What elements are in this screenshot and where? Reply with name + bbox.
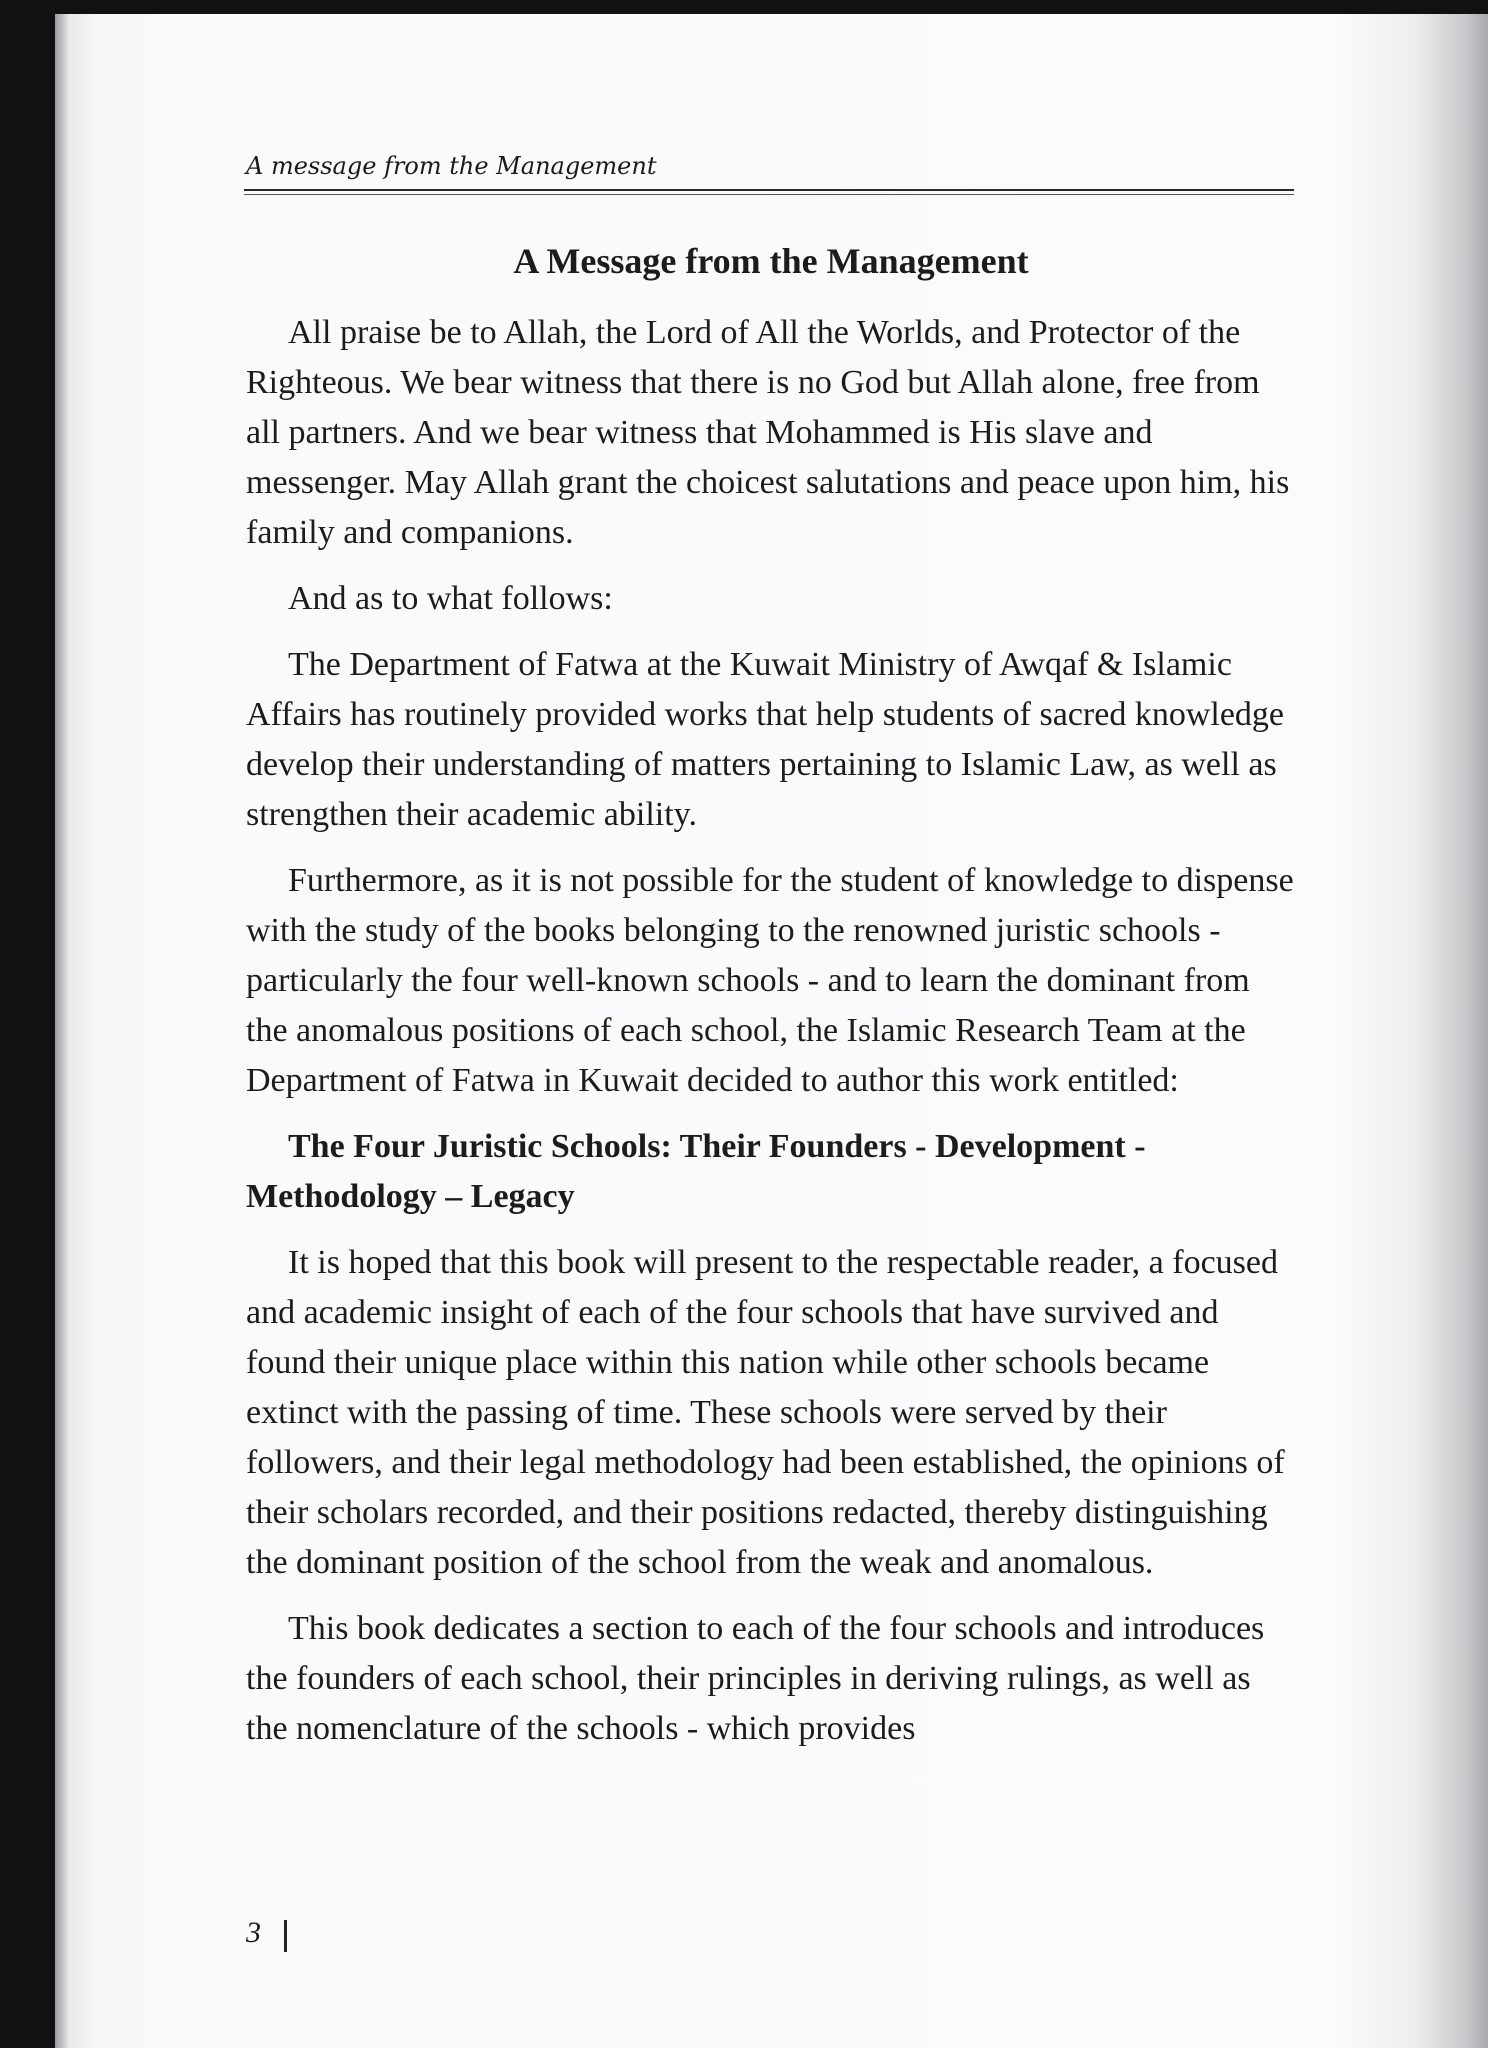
paragraph-furthermore: Furthermore, as it is not possible for the student of knowledge to dispense with the study of the books belonging to the renowned juristic schools - particularly the four well-known schools - and to learn the dominant from the anomalous positions of each school, the Islamic Research Team at the Department of Fatwa in Kuwait decided to author this work entitled:: [246, 862, 1294, 1099]
page-number-separator: [284, 1920, 287, 1952]
book-title: The Four Juristic Schools: Their Founders - Development - Methodology – Legacy: [246, 1128, 1146, 1215]
header-rule: [244, 189, 1294, 191]
page-number: 3: [246, 1916, 261, 1949]
paragraph-praise: All praise be to Allah, the Lord of All the Worlds, and Protector of the Righteous. We bear witness that there is no God but Allah alone, free from all partners. And we bear witness that Mohammed is His slave and messenger. May Allah grant the choicest salutations and peace upon him, his family and companions.: [246, 314, 1290, 551]
paragraph-sections: This book dedicates a section to each of the four schools and introduces the founders of each school, their principles in deriving rulings, as well as the nomenclature of the schools - which provides: [246, 1610, 1265, 1747]
paragraph-transition: And as to what follows:: [288, 580, 613, 617]
page-title: A Message from the Management: [513, 241, 1029, 281]
page-edge-shadow: [55, 14, 69, 2048]
page-body: [246, 236, 1296, 1770]
paragraph-hope: It is hoped that this book will present to the respectable reader, a focused and academic insight of each of the four schools that have survived and found their unique place within this nation while other schools became extinct with the passing of time. These schools were served by their followers, and their legal methodology had been established, the opinions of their scholars recorded, and their positions redacted, thereby distinguishing the dominant position of the school from the weak and anomalous.: [246, 1244, 1285, 1581]
paragraph-department: The Department of Fatwa at the Kuwait Ministry of Awqaf & Islamic Affairs has routinely provided works that help students of sacred knowledge develop their understanding of matters pertaining to Islamic Law, as well as strengthen their academic ability.: [246, 646, 1285, 833]
running-head: A message from the Management: [246, 152, 657, 180]
header-rule-thin: [244, 194, 1294, 195]
